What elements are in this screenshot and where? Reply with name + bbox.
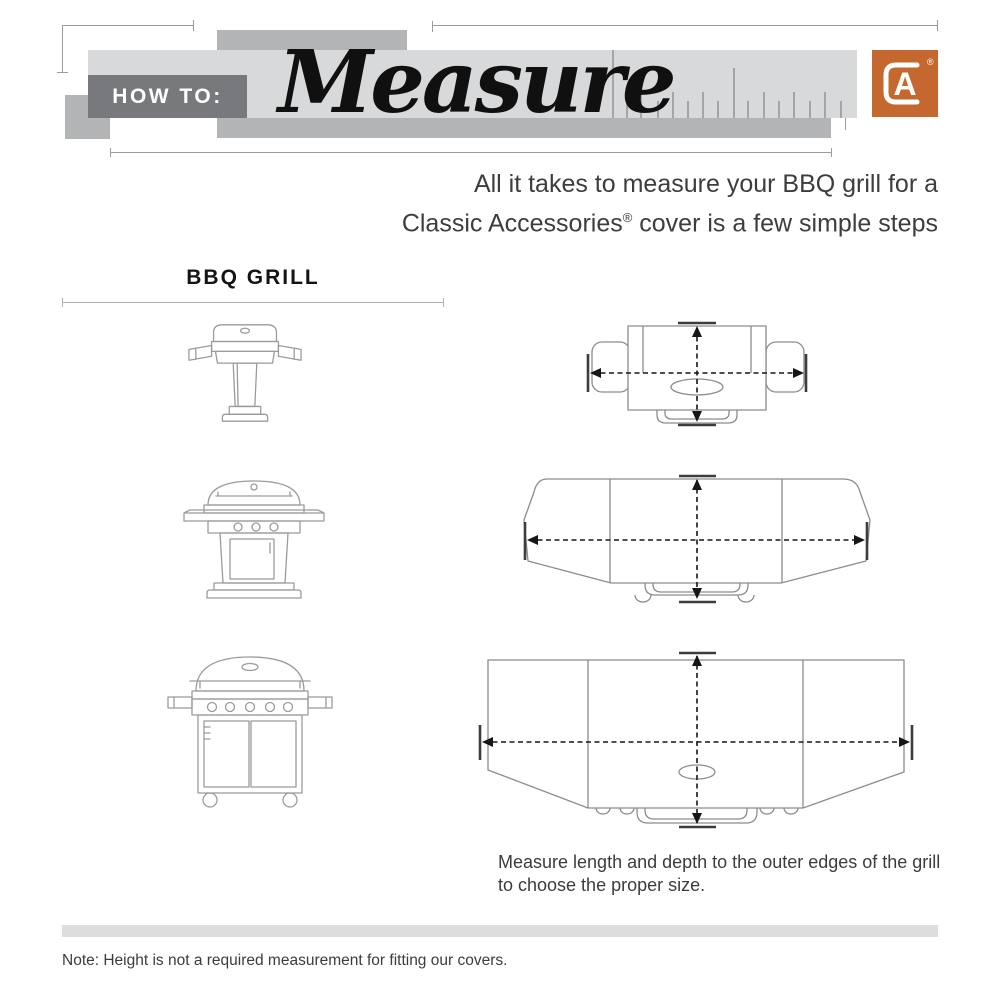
classic-accessories-logo (872, 50, 938, 117)
cover-outline (592, 326, 804, 423)
page-title: Measure (278, 32, 674, 133)
ruler-tick-below (845, 118, 846, 130)
decorative-tick (62, 298, 63, 307)
decorative-line-left-vertical (62, 25, 63, 73)
section-heading: BBQ GRILL (186, 266, 320, 289)
measure-caption (498, 851, 940, 897)
caption-line-2: to choose the proper size. (498, 875, 706, 895)
caption-line-1: Measure length and depth to the outer edges of the grill (498, 852, 941, 872)
decorative-tick (432, 21, 433, 32)
svg-text:®: ® (927, 57, 934, 67)
decorative-line-top-right (432, 25, 938, 26)
howto-kicker-box (88, 75, 247, 118)
howto-kicker-label: HOW TO: (112, 84, 223, 108)
subtitle (298, 168, 938, 240)
ca-monogram-icon (872, 50, 938, 117)
footer-note: Note: Height is not a required measurement for fitting our covers. (62, 952, 508, 969)
pedestal-grill-illustration (186, 314, 304, 432)
cover-diagram-pedestal (575, 313, 815, 431)
large-grill-illustration (164, 647, 336, 815)
svg-text:A: A (893, 66, 917, 102)
decorative-line-header-bottom (110, 152, 831, 153)
cover-diagram-large (468, 646, 932, 834)
cart-grill-illustration (178, 471, 330, 607)
section-rule (62, 302, 443, 303)
decorative-tick (443, 298, 444, 307)
decorative-tick (193, 20, 194, 31)
subtitle-line-2: Classic Accessories® cover is a few simple steps (401, 209, 938, 238)
subtitle-line-1: All it takes to measure your BBQ grill for a (473, 170, 938, 198)
footer-divider-bar (62, 925, 938, 937)
decorative-tick (57, 72, 68, 73)
cover-diagram-cart (513, 468, 885, 610)
registered-mark: ® (622, 210, 633, 225)
decorative-tick (937, 20, 938, 31)
decorative-line-top-left (62, 25, 193, 26)
decorative-tick (110, 148, 111, 157)
decorative-tick (831, 148, 832, 157)
